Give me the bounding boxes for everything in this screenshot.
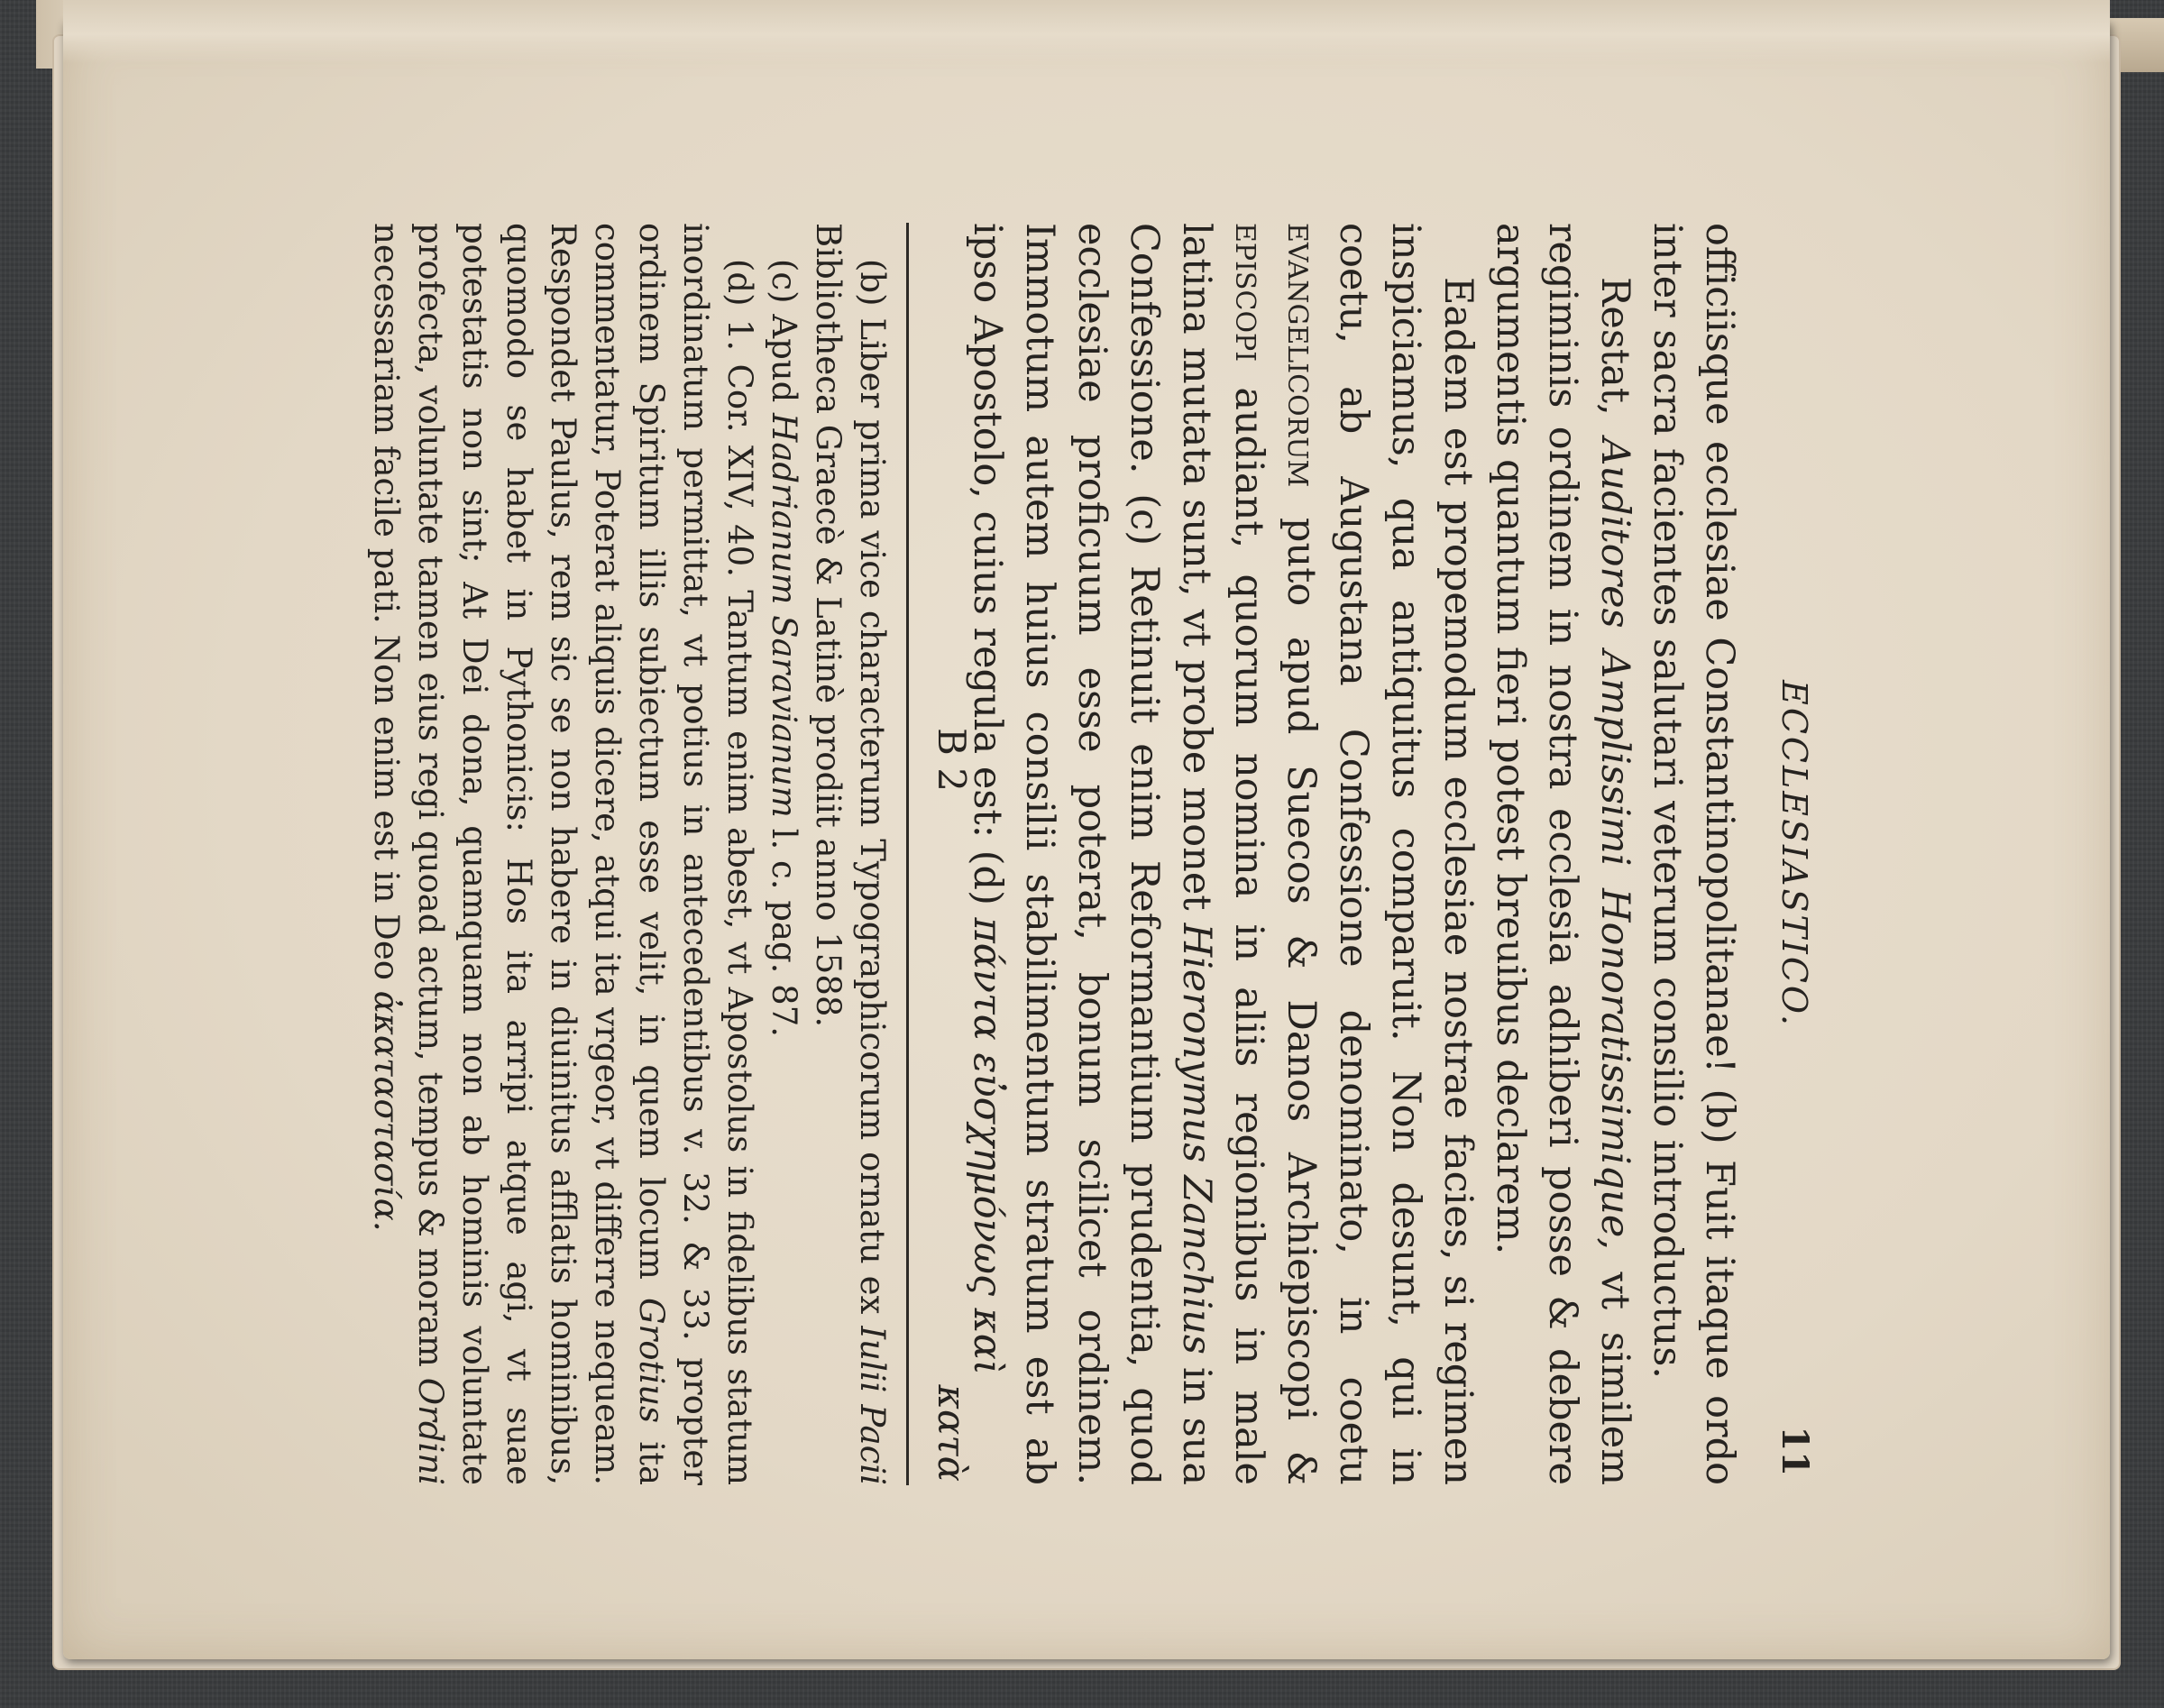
paragraph-2: Restat, Auditores Amplissimi Honoratissimique, vt similem regiminis ordinem in nostra ecclesia adhiberi posse & debere argumentis quantum fieri potest breuibus declarem.	[1488, 223, 1637, 1486]
footnotes	[364, 223, 894, 1485]
address-italic: Auditores Amplissimi Honoratissimique,	[1592, 437, 1637, 1250]
main-text	[961, 223, 1746, 1485]
page-fold	[63, 0, 2110, 63]
page-text-block	[343, 223, 1821, 1485]
footnote-c: (c) Apud Hadrianum Saravianum l. c. pag. 87.	[765, 259, 803, 1038]
paragraph-3: Eadem est propemodum ecclesiae nostrae facies, si regimen inspiciamus, qua antiquitus comparuit. Non desunt, qui in coetu, ab Augustana Confessione denominato, in coetu evangelicorum puto apud Suecos & Danos Archiepiscopi & episcopi audiant, quorum nomina in aliis regionibus in male latina mutata sunt, vt probe monet Hieronymus Zanchius in sua Confessione. (c) Retinuit enim Reformantium prudentia, quod ecclesiae proficuum esse poterat, bonum scilicet ordinem. Immotum autem huius consilii stabilimentum stratum est ab ipso Apostolo, cuius regula est: (d) πάντα εὐσχημόνως καὶ	[965, 223, 1481, 1485]
page-header	[1758, 223, 1821, 1485]
page-number: 11	[1774, 1426, 1816, 1476]
greek-text: πάντα εὐσχημόνως καὶ	[965, 917, 1010, 1375]
footnote-d: (d) 1. Cor. XIV, 40. Tantum enim abest, vt Apostolus in fidelibus statum inordinatum permittat, vt potius in antecedentibus v. 32. & 33. propter ordinem Spiritum illis subiectum esse velit, in quem locum Grotius ita commentatur, Poterat aliquis dicere, atqui ita vrgeor, vt differre nequeam. Respondet Paulus, rem sic se non habere in diuinitus afflatis hominibus, quomodo se habet in Pythonicis: Hos ita arripi atque agi, vt suae potestatis non sint; At Dei dona, quamquam non ab hominis voluntate profecta, voluntate tamen eius regi quoad actum, tempus & moram Ordini necessariam facile pati. Non enim est in Deo ἀκαταστασία.	[367, 223, 759, 1486]
footnote-rule	[906, 223, 909, 1485]
name-zanchius: Hieronymus Zanchius	[1174, 923, 1219, 1354]
running-head: ECCLESIASTICO.	[1774, 680, 1814, 1028]
signature-row	[920, 223, 974, 1485]
signature-mark: B 2	[930, 728, 974, 792]
catchword: κατὰ	[930, 1384, 974, 1482]
paragraph-1: officiisque ecclesiae Constantinopolitanae! (b) Fuit itaque ordo inter sacra facientes salutari veterum consilio introductus.	[1645, 223, 1742, 1485]
footnote-b: (b) Liber prima vice characterum Typographicorum ornatu ex Iulii Pacii Bibliotheca Graecè & Latinè prodiit anno 1588.	[809, 223, 892, 1486]
